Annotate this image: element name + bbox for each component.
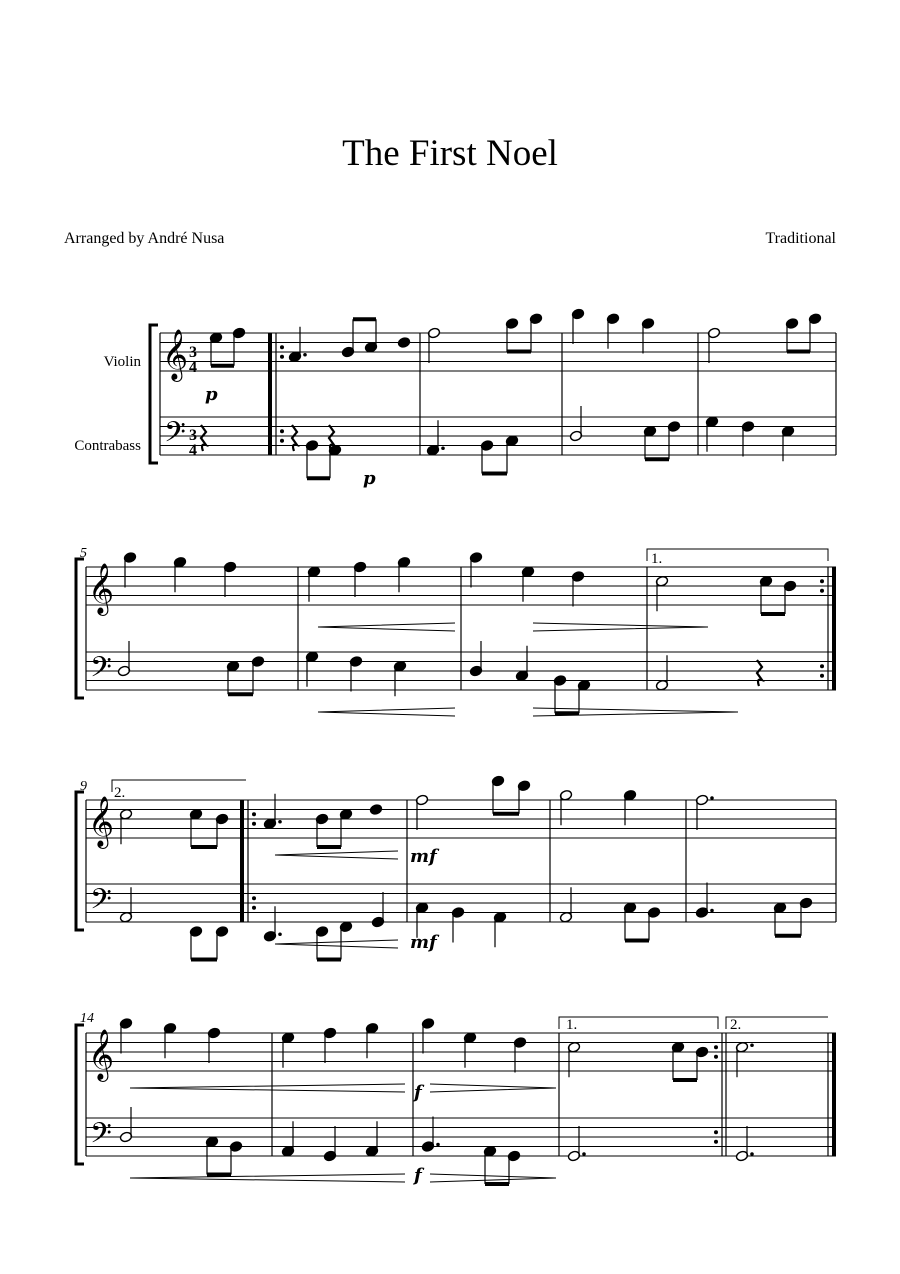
volta-label-first: 1.: [566, 1017, 578, 1033]
augmentation-dot: [278, 820, 282, 824]
bass-clef-icon: 𝄢: [164, 416, 186, 456]
measure-number: 9: [80, 779, 87, 794]
volta-bracket: [726, 1017, 828, 1029]
augmentation-dot: [436, 1143, 440, 1147]
volta-label-first: 1.: [651, 551, 663, 567]
augmentation-dot: [750, 1152, 754, 1156]
instrument-label-violin: Violin: [103, 354, 141, 370]
repeat-dot: [714, 1140, 718, 1144]
measure-number: 14: [80, 1011, 94, 1026]
repeat-dot: [820, 674, 824, 678]
augmentation-dot: [750, 1043, 754, 1047]
dynamic-mezzo-forte: mf: [410, 846, 437, 867]
augmentation-dot: [582, 1152, 586, 1156]
bass-clef-icon: 𝄢: [90, 1117, 112, 1157]
dynamic-forte: f: [414, 1082, 422, 1103]
composer-credit: Traditional: [765, 230, 836, 247]
system-bracket: [76, 1025, 84, 1164]
decrescendo-hairpin: [533, 623, 708, 631]
system-bracket: [76, 792, 84, 930]
time-sig-bottom-violin: 4: [189, 359, 197, 376]
augmentation-dot: [441, 446, 445, 450]
instrument-label-contrabass: Contrabass: [74, 438, 141, 454]
repeat-dot: [252, 906, 256, 910]
quarter-rest: [201, 425, 206, 451]
treble-clef-icon: 𝄞: [88, 1029, 115, 1080]
treble-clef-icon: 𝄞: [88, 796, 115, 847]
crescendo-hairpin: [275, 940, 398, 948]
treble-clef-icon: 𝄞: [162, 329, 189, 380]
repeat-dot: [820, 579, 824, 583]
staff-lines: [86, 333, 836, 1156]
dynamic-mezzo-forte: mf: [410, 932, 437, 953]
repeat-dot: [820, 589, 824, 593]
system-bracket: [150, 325, 158, 463]
note-head: [369, 804, 382, 816]
repeat-dot: [252, 822, 256, 826]
repeat-dot: [714, 1055, 718, 1059]
note-head: [397, 337, 410, 349]
bass-clef-icon: 𝄢: [90, 651, 112, 691]
repeat-dot: [714, 1130, 718, 1134]
crescendo-hairpin: [130, 1084, 405, 1092]
quarter-rest: [292, 425, 297, 451]
volta-bracket: [647, 549, 828, 561]
decrescendo-hairpin: [430, 1084, 556, 1092]
dynamic-forte: f: [414, 1165, 422, 1186]
dynamic-piano: p: [363, 468, 376, 489]
crescendo-hairpin: [318, 708, 455, 716]
dynamic-piano: p: [205, 384, 218, 405]
volta-label-second: 2.: [730, 1017, 742, 1033]
decrescendo-hairpin: [430, 1174, 556, 1182]
repeat-dot: [280, 355, 284, 359]
crescendo-hairpin: [318, 623, 455, 631]
bass-clef-icon: 𝄢: [90, 883, 112, 923]
repeat-dot: [252, 812, 256, 816]
crescendo-hairpin: [275, 851, 398, 859]
augmentation-dot: [303, 353, 307, 357]
measure-number: 5: [80, 546, 87, 561]
arranger-credit: Arranged by André Nusa: [64, 230, 225, 247]
time-sig-top-bass: 3: [189, 427, 197, 444]
score-title: The First Noel: [342, 133, 558, 174]
quarter-rest: [757, 660, 762, 686]
augmentation-dot: [710, 909, 714, 913]
augmentation-dot: [710, 796, 714, 800]
repeat-dot: [280, 429, 284, 433]
volta-bracket: [112, 780, 246, 792]
repeat-dot: [252, 896, 256, 900]
repeat-dot: [280, 345, 284, 349]
volta-label-second: 2.: [114, 785, 126, 801]
augmentation-dot: [278, 932, 282, 936]
time-sig-bottom-bass: 4: [189, 442, 197, 459]
crescendo-hairpin: [130, 1174, 405, 1182]
time-sig-top-violin: 3: [189, 344, 197, 361]
volta-bracket: [559, 1017, 718, 1029]
treble-clef-icon: 𝄞: [88, 563, 115, 614]
repeat-dot: [280, 439, 284, 443]
repeat-dot: [820, 664, 824, 668]
system-bracket: [76, 559, 84, 698]
repeat-dot: [714, 1045, 718, 1049]
